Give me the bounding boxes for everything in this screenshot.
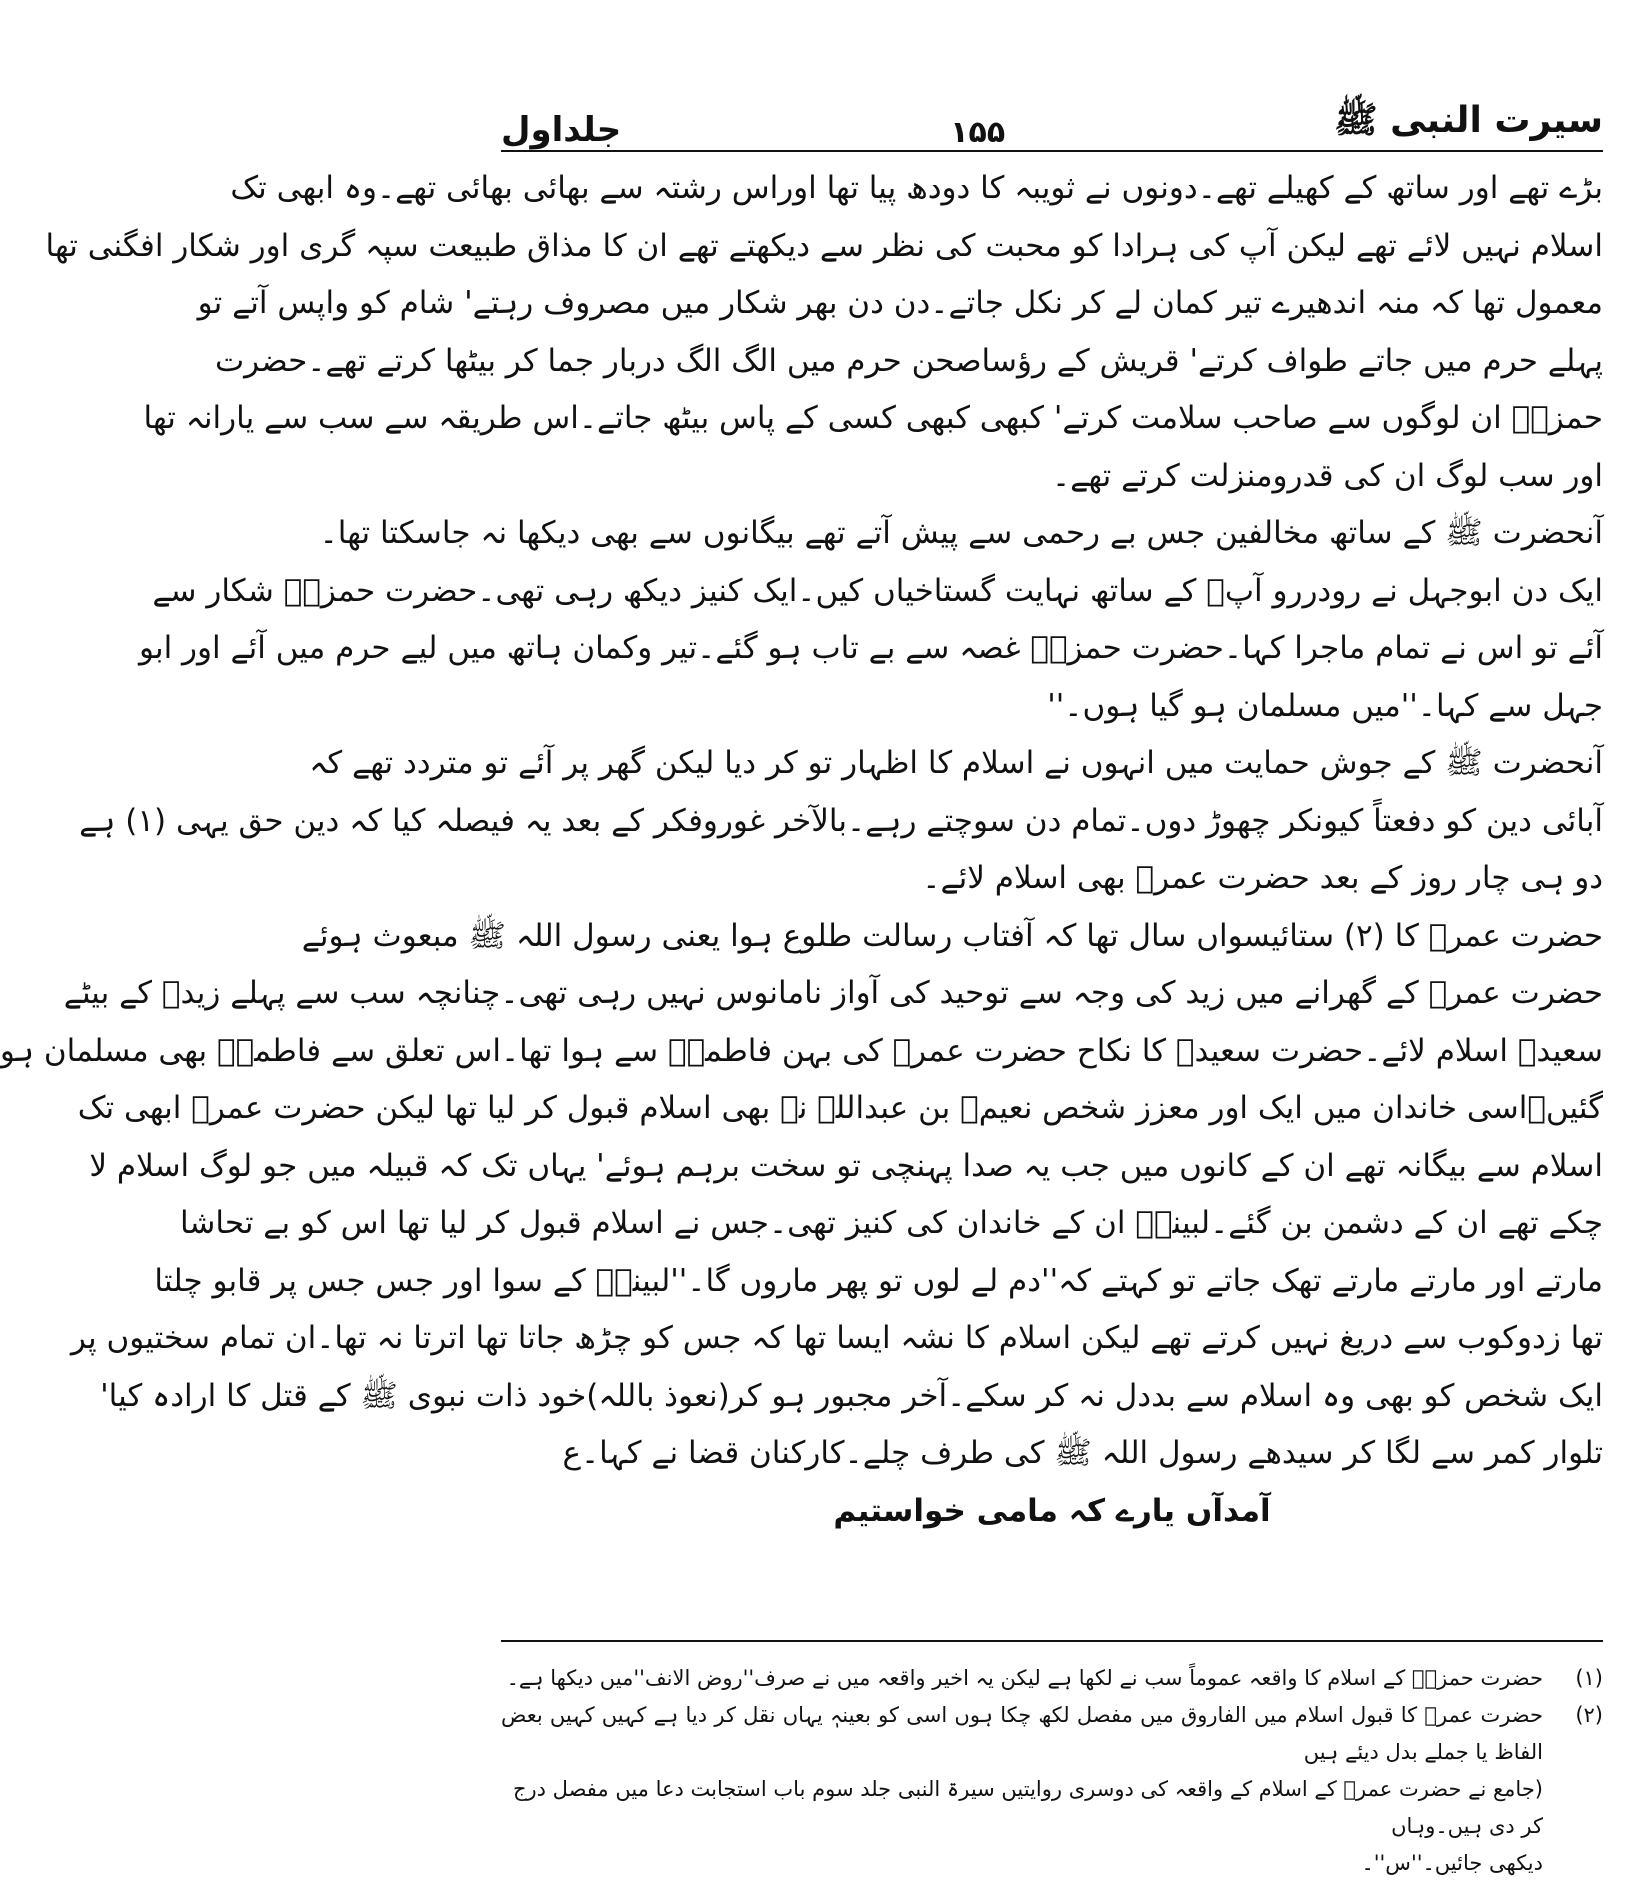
- text-line: سعیدؓ اسلام لائے۔حضرت سعیدؓ کا نکاح حضرت عمرؓ کی بہن فاطمہؓ سے ہوا تھا۔اس تعلق سے فاطمہؓ بھی مسلمان ہو: [0, 1032, 1603, 1069]
- text-line: بڑے تھے اور ساتھ کے کھیلے تھے۔دونوں نے ثویبہ کا دودھ پیا تھا اوراس رشتہ سے بھائی بھائی تھے۔وہ ابھی تک: [230, 170, 1603, 206]
- text-line: جہل سے کہا۔''میں مسلمان ہو گیا ہوں۔'': [1047, 687, 1603, 724]
- footnote-text: حضرت عمرؓ کا قبول اسلام میں الفاروق میں مفصل لکھ چکا ہوں اسی کو بعینہٖ یہاں نقل کر دیا ہے کہیں کہیں بعض الفاظ یا جملے بدل دیئے ہیں: [501, 1703, 1543, 1764]
- text-line: تلوار کمر سے لگا کر سیدھے رسول اللہ ﷺ کی طرف چلے۔کارکنان قضا نے کہا۔ع: [562, 1435, 1603, 1471]
- text-line: حضرت عمرؓ کے گھرانے میں زید کی وجہ سے توحید کی آواز نامانوس نہیں رہی تھی۔چنانچہ سب سے پہلے زیدؓ کے بیٹے: [63, 975, 1603, 1011]
- text-line: آنحضرت ﷺ کے جوش حمایت میں انہوں نے اسلام کا اظہار تو کر دیا لیکن گھر پر آئے تو متردد تھے کہ: [309, 745, 1603, 781]
- footnotes: [501, 1660, 1603, 1882]
- footnote-continuation: دیکھی جائیں۔''س''۔: [1361, 1851, 1543, 1875]
- footnote: [501, 1697, 1603, 1771]
- text-line: اسلام سے بیگانہ تھے ان کے کانوں میں جب یہ صدا پہنچی تو سخت برہم ہوئے' یہاں تک کہ قبیلہ میں جو لوگ اسلام لا: [89, 1147, 1603, 1184]
- text-line: حمزہؓ ان لوگوں سے صاحب سلامت کرتے' کبھی کبھی کسی کے پاس بیٹھ جاتے۔اس طریقہ سے سب سے یارانہ تھا: [143, 400, 1603, 436]
- text-line: پہلے حرم میں جاتے طواف کرتے' قریش کے رؤساصحن حرم میں الگ الگ دربار جما کر بیٹھا کرتے تھے۔حضرت: [214, 342, 1603, 379]
- text-line: اور سب لوگ ان کی قدرومنزلت کرتے تھے۔: [1051, 457, 1603, 494]
- text-line: گئیں۔اسی خاندان میں ایک اور معزز شخص نعیمؓ بن عبداللہ نے بھی اسلام قبول کر لیا تھا لیکن حضرت عمرؓ ابھی تک: [77, 1090, 1603, 1126]
- verse-line: آمدآں یارے کہ مامی خواستیم: [833, 1492, 1271, 1529]
- footnote-number: (۲): [1575, 1703, 1603, 1727]
- footnote: [501, 1660, 1603, 1697]
- text-line: ایک دن ابوجہل نے رودررو آپؐ کے ساتھ نہایت گستاخیاں کیں۔ایک کنیز دیکھ رہی تھی۔حضرت حمزہؓ شکار سے: [152, 572, 1603, 609]
- footnote-text: حضرت حمزہؓ کے اسلام کا واقعہ عموماً سب نے لکھا ہے لیکن یہ اخیر واقعہ میں نے صرف''روض الانف''میں دیکھا ہے۔: [506, 1666, 1543, 1690]
- body-text: [0, 160, 1603, 1540]
- header-divider: [501, 150, 1603, 152]
- text-line: آنحضرت ﷺ کے ساتھ مخالفین جس بے رحمی سے پیش آتے تھے بیگانوں سے بھی دیکھا نہ جاسکتا تھا۔: [319, 515, 1603, 551]
- text-line: حضرت عمرؓ کا (۲) ستائیسواں سال تھا کہ آفتاب رسالت طلوع ہوا یعنی رسول اللہ ﷺ مبعوث ہوئے: [301, 917, 1603, 954]
- footnote-divider: [501, 1640, 1603, 1642]
- book-title: سیرت النبی ﷺ: [1334, 100, 1603, 141]
- text-line: آئے تو اس نے تمام ماجرا کہا۔حضرت حمزہؓ غصہ سے بے تاب ہو گئے۔تیر وکمان ہاتھ میں لیے حرم میں آئے اور ابو: [138, 630, 1603, 666]
- text-line: معمول تھا کہ منہ اندھیرے تیر کمان لے کر نکل جاتے۔دن دن بھر شکار میں مصروف رہتے' شام کو واپس آتے تو: [197, 285, 1603, 321]
- text-line: تھا زدوکوب سے دریغ نہیں کرتے تھے لیکن اسلام کا نشہ ایسا تھا کہ جس کو چڑھ جاتا تھا اترتا نہ تھا۔ان تمام سختیوں پر: [70, 1320, 1603, 1356]
- text-line: مارتے اور مارتے مارتے تھک جاتے تو کہتے کہ''دم لے لوں تو پھر ماروں گا۔''لبینہؓ کے سوا اور جس جس پر قابو چلتا: [154, 1262, 1603, 1299]
- page-header: [501, 80, 1603, 150]
- text-line: چکے تھے ان کے دشمن بن گئے۔لبینہؓ ان کے خاندان کی کنیز تھی۔جس نے اسلام قبول کر لیا تھا اس کو بے تحاشا: [179, 1205, 1603, 1241]
- footnote-number: (۱): [1575, 1666, 1603, 1690]
- text-line: اسلام نہیں لائے تھے لیکن آپ کی ہرادا کو محبت کی نظر سے دیکھتے تھے ان کا مذاق طبیعت سپہ گری اور شکار افگنی تھا: [45, 227, 1603, 264]
- footnote-continuation: (جامع نے حضرت عمرؓ کے اسلام کے واقعہ کی دوسری روایتیں سیرۃ النبی جلد سوم باب استجابت دعا میں مفصل درج کر دی ہیں۔وہاں: [512, 1777, 1543, 1838]
- text-line: ایک شخص کو بھی وہ اسلام سے بددل نہ کر سکے۔آخر مجبور ہو کر(نعوذ باللہ)خود ذات نبوی ﷺ کے قتل کا ارادہ کیا': [100, 1377, 1603, 1414]
- volume-label: جلداول: [501, 110, 622, 150]
- text-line: آبائی دین کو دفعتاً کیونکر چھوڑ دوں۔تمام دن سوچتے رہے۔بالآخر غوروفکر کے بعد یہ فیصلہ کیا کہ دین حق یہی (۱) ہے: [79, 802, 1603, 839]
- page-number: ۱۵۵: [950, 115, 1006, 150]
- text-line: دو ہی چار روز کے بعد حضرت عمرؓ بھی اسلام لائے۔: [922, 860, 1603, 896]
